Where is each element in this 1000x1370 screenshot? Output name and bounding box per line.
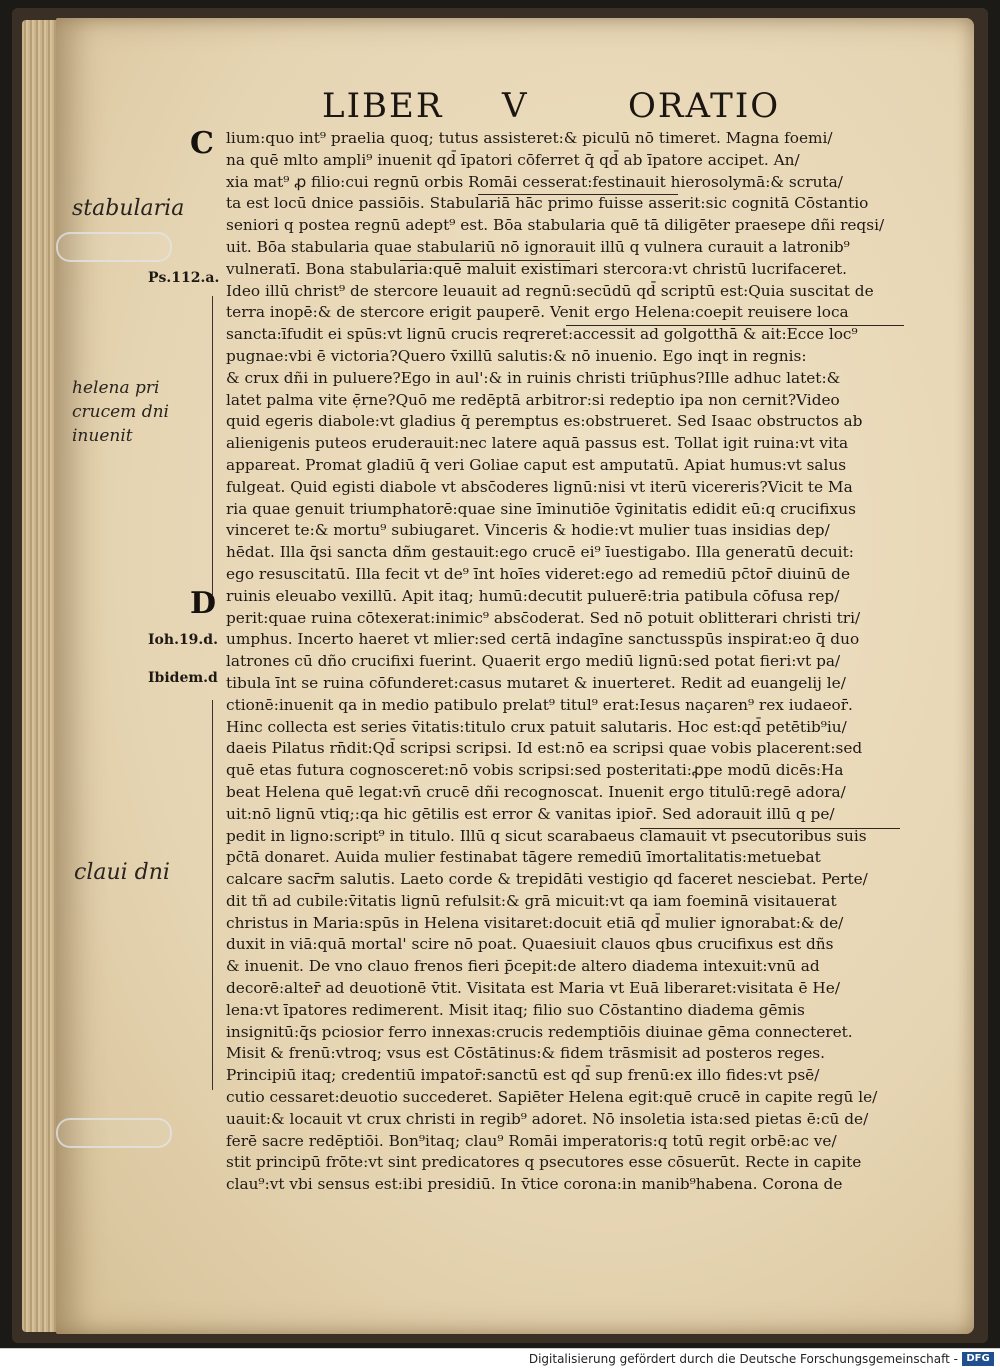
text-line: terra inopē:& de stercore erigit pauperē. Venit ergo Helena:coepit reuisere loca <box>226 303 849 322</box>
page-clip-top <box>56 232 172 262</box>
margin-ref-psalm: Ps.112.a. <box>148 270 220 286</box>
text-line: lena:vt īpatores redimerent. Misit itaq; filio suo Cōstantino diadema gēmis <box>226 1000 805 1019</box>
text-line: sancta:īfudit ei spūs:vt lignū crucis reqreret:accessit ad golgotthā & ait:Ecce loc⁹ <box>226 325 858 344</box>
text-line: uit:nō lignū vtiq;:qa hic gētilis est error & vanitas ipior̄. Sed adorauit illū q pe/ <box>226 804 835 823</box>
text-line: latet palma vite ẹ̄rne?Quō me redēptā arbitror:si redeptio ipa non cernit?Video <box>226 390 840 409</box>
text-line: decorē:alter̄ ad deuotionē v̄tit. Visitata est Maria vt Euā liberaret:visitata ē He/ <box>226 979 840 998</box>
text-line: clau⁹:vt vbi sensus est:ibi presidiū. In v̄tice corona:in manib⁹habena. Corona de <box>226 1175 843 1194</box>
handwritten-note-claui: claui dni <box>74 860 170 885</box>
text-line: latrones cū dño crucifixi fuerint. Quaerit ergo mediū lignū:sed potat fieri:vt pa/ <box>226 652 841 671</box>
text-line: hēdat. Illa q̄si sancta dñm gestauit:ego crucē ei⁹ īuestigabo. Illa generatū decuit: <box>226 543 854 562</box>
text-line: ego resuscitatū. Illa fecit vt de⁹ īnt hoīes videret:ego ad remediū pc̄tor̄ diuinū de <box>226 564 851 583</box>
text-line: ria quae genuit triumphatorē:quae sine īminutiōe v̄ginitatis edidit eū:q crucifixus <box>226 499 856 518</box>
text-line: quē etas futura cognosceret:nō vobis scripsi:sed posteritati:ꝓpe modū dicēs:Ha <box>226 761 844 780</box>
text-line: cutio cessaret:deuotio succederet. Sapiēter Helena egit:quē crucē in capite regū le/ <box>226 1088 878 1107</box>
text-line: pc̄tā donaret. Auida mulier festinabat tāgere remediū īmortalitatis:metuebat <box>226 848 821 867</box>
initial-letter-c: C <box>190 126 214 161</box>
main-text-block <box>226 128 910 1196</box>
running-header <box>322 86 782 126</box>
text-line: calcare sacr̄m salutis. Laeto corde & trepidāti vestigio qd faceret nesciebat. Perte/ <box>226 870 868 889</box>
handwritten-note-stabularia: stabularia <box>72 196 185 221</box>
text-line: Principiū itaq; credentiū impator̄:sanctū est qd̄ sup frenū:ex illo fides:vt psē/ <box>226 1066 820 1085</box>
text-line: stit principū frōte:vt sint predicatores q psecutores esse cōsuerūt. Recte in capite <box>226 1153 862 1172</box>
margin-bracket-upper <box>212 296 217 596</box>
text-line: vulneratī. Bona stabularia:quē maluit existimari stercora:vt christū lucrifaceret. <box>226 259 848 278</box>
text-line: dit tñ ad cubile:v̄itatis lignū refulsit:& grā micuit:vt qa iam foeminā visitauerat <box>226 891 837 910</box>
text-line: Ideo illū christ⁹ de stercore leuauit ad regnū:secūdū qd̄ scriptū est:Quia suscitat de <box>226 281 874 300</box>
note-line: inuenit <box>72 426 133 446</box>
text-line: Misit & frenū:vtroq; vsus est Cōstātinus:& fidem trāsmisit ad posteros reges. <box>226 1044 825 1063</box>
text-line: uit. Bōa stabularia quae stabulariū nō ignorauit illū q vulnera curauit a latronib⁹ <box>226 237 850 256</box>
text-line: ta est locū dnice passiōis. Stabulariā hāc primo fuisse asserit:sic cognitā Cōstantio <box>226 194 869 213</box>
text-line: pugnae:vbi ē victoria?Quero v̄xillū salutis:& nō inuenio. Ego inqt in regnis: <box>226 346 807 365</box>
text-line: xia mat⁹ ꝓ filio:cui regnū orbis Romāi cesserat:festinauit hierosolymā:& scruta/ <box>226 172 843 191</box>
text-line: daeis Pilatus rn̄dit:Qd̄ scripsi scripsi. Id est:nō ea scripsi quae vobis placerent:sed <box>226 739 863 758</box>
text-line: beat Helena quē legat:vn̄ crucē dñi recognoscat. Inuenit ergo titulū:regē adora/ <box>226 782 846 801</box>
text-line: pedit in ligno:script⁹ in titulo. Illū q sicut scarabaeus clamauit vt psecutoribus suis <box>226 826 867 845</box>
note-line: crucem dni <box>72 402 169 422</box>
text-line: christus in Maria:spūs in Helena visitaret:docuit etiā qd̄ mulier ignorabat:& de/ <box>226 913 844 932</box>
margin-ref-john: Ioh.19.d. <box>148 632 218 648</box>
text-line: alienigenis puteos eruderauit:nec latere aquā passus est. Tollat igit ruina:vt vita <box>226 434 849 453</box>
dfg-logo: DFG <box>962 1352 994 1366</box>
text-line: perit:quae ruina cōtexerat:inimic⁹ absc̄oderat. Sed nō potuit oblitterari christi tri/ <box>226 608 861 627</box>
note-line: helena pri <box>72 378 160 398</box>
text-line: vinceret te:& mortu⁹ subiugaret. Vinceris & hodie:vt mulier tuas insidias dep/ <box>226 521 830 540</box>
text-line: ruinis eleuabo vexillū. Apit itaq; humū:decutit puluerē:tria patibula cōfusa rep/ <box>226 586 840 605</box>
page-edges <box>22 20 60 1332</box>
text-line: uauit:& locauit vt crux christi in regib⁹ adoret. Nō insoletia ista:sed pietas ē:cū de/ <box>226 1109 869 1128</box>
digitization-footer <box>0 1348 1000 1370</box>
text-line: tibula īnt se ruina cōfunderet:casus mutaret & inuerteret. Redit ad euangelij le/ <box>226 673 846 692</box>
text-line: Hinc collecta est series v̄itatis:titulo crux patuit salutaris. Hoc est:qd̄ petētib⁹iu/ <box>226 717 847 736</box>
text-line: na quē mlto ampli⁹ inuenit qd̄ īpatori cōferret q̄ qd̄ ab īpatore accipet. An/ <box>226 150 800 169</box>
initial-letter-d: D <box>190 586 217 621</box>
text-line: quid egeris diabole:vt gladius q̄ peremptus es:obstrueret. Sed Isaac obstructos ab <box>226 412 863 431</box>
handwritten-note-helena <box>72 376 169 448</box>
margin-bracket-lower <box>212 700 217 1090</box>
text-line: insignitū:q̄s pciosior ferro innexas:crucis redemptiōis diuinae gēma connecteret. <box>226 1022 853 1041</box>
header-oratio: ORATIO <box>628 86 781 126</box>
text-line: appareat. Promat gladiū q̄ veri Goliae caput est amputatū. Apiat humus:vt salus <box>226 455 847 474</box>
text-line: umphus. Incerto haeret vt mlier:sed certā indagīne sanctusspūs inspirat:eo q̄ duo <box>226 630 860 649</box>
page-clip-bottom <box>56 1118 172 1148</box>
header-book-number: V <box>502 86 529 126</box>
text-line: fulgeat. Quid egisti diabole vt absc̄oderes lignū:nisi vt iterū vicereris?Vicit te Ma <box>226 477 853 496</box>
footer-credit: Digitalisierung gefördert durch die Deutsche Forschungsgemeinschaft - <box>528 1352 958 1366</box>
text-line: ferē sacre redēptiōi. Bon⁹itaq; clau⁹ Romāi imperatoris:q totū regit orbē:ac ve/ <box>226 1131 837 1150</box>
text-line: lium:quo int⁹ praelia quoq; tutus assisteret:& piculū nō timeret. Magna foemi/ <box>226 129 833 147</box>
text-line: duxit in viā:quā mortal' scire nō poat. Quaesiuit clauos qbus crucifixus est dñs <box>226 935 834 954</box>
text-line: seniori q postea regnū adept⁹ est. Bōa stabularia quē tā diligēter praesepe dñi reqsi/ <box>226 216 885 235</box>
text-line: & crux dñi in puluere?Ego in aul':& in ruinis christi triūphus?Ille adhuc latet:& <box>226 368 841 387</box>
text-line: ctionē:inuenit qa in medio patibulo prelat⁹ titul⁹ erat:Iesus naçaren⁹ rex iudaeor̄. <box>226 695 853 714</box>
margin-ref-ibidem: Ibidem.d <box>148 670 218 686</box>
header-liber: LIBER <box>322 86 444 126</box>
text-line: & inuenit. De vno clauo frenos fieri p̄cepit:de altero diadema intexuit:vnū ad <box>226 957 820 976</box>
